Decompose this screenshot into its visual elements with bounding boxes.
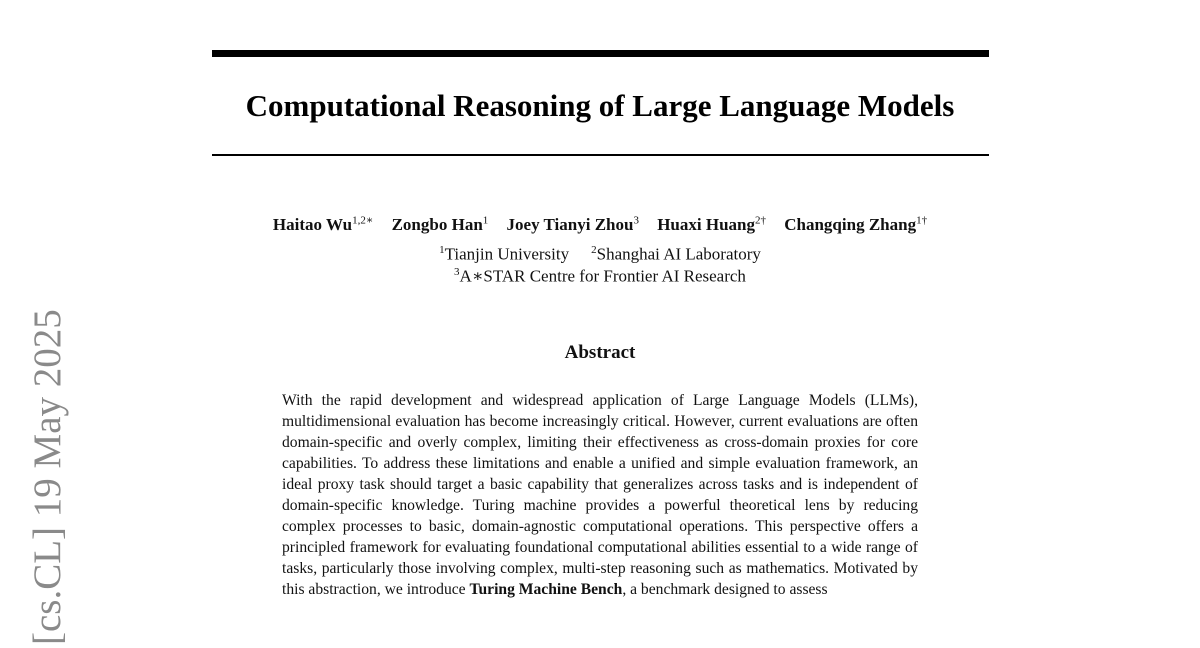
affil-mark: 1	[439, 244, 445, 256]
affiliation: Tianjin University	[444, 244, 570, 264]
abstract-body	[282, 390, 918, 600]
author	[784, 215, 927, 234]
author-name: Huaxi Huang	[657, 214, 755, 234]
author-name: Changqing Zhang	[784, 214, 917, 234]
author-list	[200, 209, 1000, 236]
paper-title: Computational Reasoning of Large Language Models	[245, 88, 955, 123]
author-affil-mark: 1	[482, 214, 489, 226]
affiliation: A∗STAR Centre for Frontier AI Research	[459, 266, 746, 286]
title-bottom-rule	[212, 154, 989, 156]
author-name: Zongbo Han	[391, 214, 483, 234]
affiliations-line-2	[200, 261, 1000, 288]
author	[273, 215, 373, 234]
author-name: Joey Tianyi Zhou	[506, 214, 634, 234]
benchmark-name: Turing Machine Bench	[469, 581, 623, 598]
author	[657, 215, 766, 234]
affiliation: Shanghai AI Laboratory	[596, 244, 761, 264]
affil-mark: 2	[591, 244, 597, 256]
author	[507, 215, 639, 234]
title-top-rule	[212, 50, 989, 57]
arxiv-side-stamp: [cs.CL] 19 May 2025	[26, 309, 69, 645]
affil-mark: 3	[454, 266, 460, 278]
author-affil-mark: 2†	[755, 214, 766, 226]
abstract-heading: Abstract	[564, 342, 636, 363]
author	[392, 215, 489, 234]
author-affil-mark: 1†	[916, 214, 928, 226]
abstract-text: With the rapid development and widespread application of Large Language Models (LLMs), multidimensional evaluation has become increasingly critical. However, current evaluations are often domain-specific and overly complex, limiting their effectiveness as cross-domain proxies for core capabilities. To address these limitations and enable a unified and simple evaluation framework, an ideal proxy task should target a basic capability that generalizes across tasks and is independent of domain-specific knowledge. Turing machine provides a powerful theoretical lens by reducing complex processes to basic, domain-agnostic computational operations. This perspective offers a principled framework for evaluating foundational computational abilities essential to a wide range of tasks, particularly those involving complex, multi-step reasoning such as mathematics. Motivated by this abstraction, we introduce	[282, 392, 918, 598]
author-affil-mark: 3	[633, 214, 639, 226]
author-affil-mark: 1,2∗	[352, 214, 374, 226]
abstract-text-tail: , a benchmark designed to assess	[622, 581, 828, 598]
author-name: Haitao Wu	[272, 214, 353, 234]
